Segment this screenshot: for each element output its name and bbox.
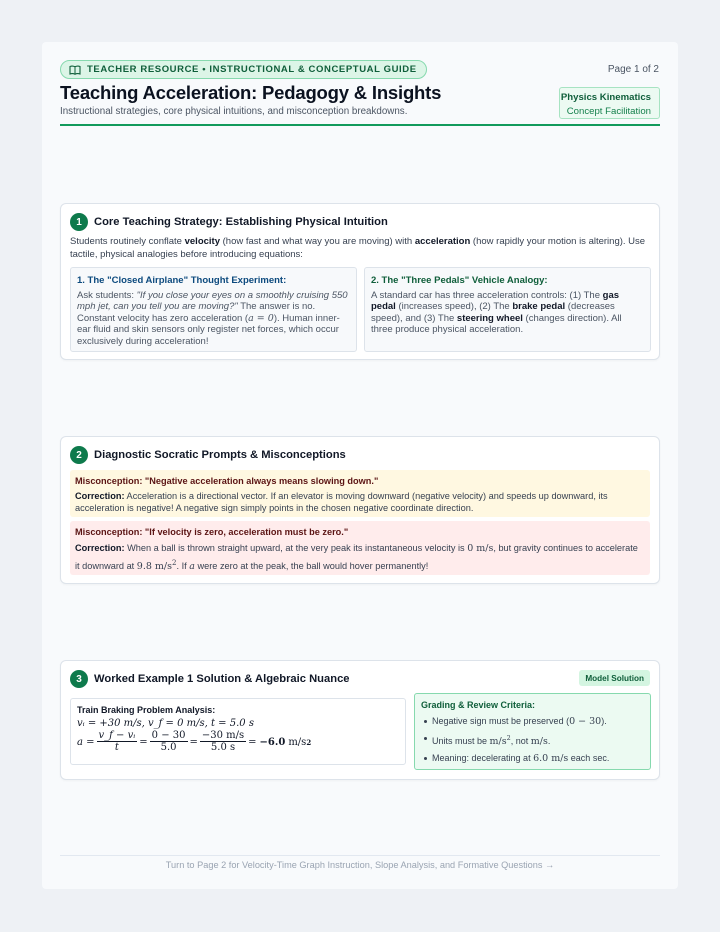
problem-analysis-box — [70, 698, 406, 765]
section-number-badge: 3 — [70, 670, 88, 688]
box-text: ). Human inner-ear fluid and skin sensors only register net forces, which occur exclusively during acceleration! — [77, 312, 340, 347]
box-heading: 1. The "Closed Airplane" Thought Experiment: — [77, 275, 287, 286]
header-divider — [60, 124, 660, 126]
term-acceleration: acceleration — [414, 236, 471, 247]
misconception-heading: Misconception: "If velocity is zero, acceleration must be zero." — [75, 527, 349, 537]
box-text: Ask students: — [77, 289, 137, 301]
box-text: (increases speed), (2) The — [395, 301, 513, 312]
math-expression: a — [189, 560, 195, 572]
correction-label: Correction: — [75, 542, 125, 553]
term-steering-wheel: steering wheel — [456, 312, 523, 324]
criteria-text: Meaning: decelerating at — [432, 753, 534, 763]
math-expression: 0 m/s — [467, 542, 494, 554]
criteria-text: Negative sign must be preserved ( — [432, 716, 570, 726]
student-question: "If you close your eyes on a smoothly cruising 550 mph jet, can you tell you are moving?" — [77, 289, 348, 312]
correction-label: Correction: — [75, 490, 125, 501]
term-gas-pedal: gas pedal — [371, 289, 620, 312]
section-title: Worked Example 1 Solution & Algebraic Nuance — [94, 673, 350, 685]
fraction-numerator: 0 − 30 — [151, 730, 186, 741]
box-text: The answer is no. Constant velocity has zero acceleration ( — [77, 301, 316, 324]
intro-text: (how fast and what way you are moving) with — [220, 236, 415, 247]
term-velocity: velocity — [184, 236, 220, 247]
math-expression: 9.8 m/s — [136, 560, 173, 572]
intro-text: Students routinely conflate — [70, 236, 185, 247]
equals-sign: = — [189, 736, 198, 748]
section-number-badge: 1 — [70, 213, 88, 231]
math-exponent: 2 — [172, 558, 177, 567]
footer-divider — [60, 855, 660, 856]
section-header — [70, 213, 388, 231]
fraction-numerator: −30 m/s — [201, 730, 245, 741]
section-header — [70, 670, 350, 688]
page-sheet — [42, 42, 678, 889]
fraction-denominator: t — [114, 742, 119, 753]
next-page-note: Turn to Page 2 for Velocity-Time Graph Instruction, Slope Analysis, and Formative Questions → — [165, 860, 555, 870]
section-title: Core Teaching Strategy: Establishing Physical Intuition — [94, 216, 388, 228]
section-core-strategy — [60, 203, 660, 360]
misconception-card — [70, 470, 650, 517]
math-expression: m/s — [489, 736, 507, 747]
resource-pill — [60, 60, 427, 79]
section-intro — [70, 235, 650, 261]
topic-tag-subtitle: Concept Facilitation — [566, 106, 651, 117]
section-misconceptions — [60, 436, 660, 584]
misconception-heading: Misconception: "Negative acceleration always means slowing down." — [75, 476, 379, 486]
criteria-item — [421, 732, 644, 748]
model-solution-badge: Model Solution — [579, 670, 650, 686]
page-subtitle: Instructional strategies, core physical intuitions, and misconception breakdowns. — [60, 106, 408, 117]
box-heading: 2. The "Three Pedals" Vehicle Analogy: — [371, 275, 548, 286]
fraction-denominator: 5.0 — [160, 742, 177, 753]
correction-body: , but gravity continues to accelerate it downward at — [75, 542, 638, 571]
box-text: (changes direction). All three produce physical acceleration. — [371, 312, 622, 335]
fraction — [150, 730, 188, 754]
equation-lhs: a = — [77, 736, 95, 748]
criteria-item — [421, 715, 644, 728]
box-body — [371, 290, 644, 336]
box-text: (decreases speed), and (3) The — [371, 301, 615, 324]
result-exponent: 2 — [306, 737, 312, 747]
criteria-text: , not — [510, 736, 531, 746]
problem-heading: Train Braking Problem Analysis: — [77, 705, 216, 715]
equals-sign: = — [248, 736, 257, 748]
section-header — [70, 446, 346, 464]
topic-tag — [559, 87, 660, 119]
grading-criteria-box — [414, 693, 651, 770]
page-title: Teaching Acceleration: Pedagogy & Insights — [60, 82, 442, 103]
result-value: −6.0 — [259, 736, 286, 748]
criteria-text: Units must be — [432, 736, 490, 746]
equals-sign: = — [139, 736, 148, 748]
correction-body: . If — [176, 560, 190, 571]
fraction — [97, 730, 138, 754]
criteria-text: ). — [601, 716, 607, 726]
math-expression: 0 − 30 — [569, 716, 602, 727]
math-expression: m/s — [530, 736, 548, 747]
fraction — [200, 730, 246, 754]
section-title: Diagnostic Socratic Prompts & Misconceptions — [94, 449, 346, 461]
book-icon — [69, 65, 81, 75]
math-expression: 6.0 m/s — [533, 753, 569, 764]
pill-label: TEACHER RESOURCE • INSTRUCTIONAL & CONCEPTUAL GUIDE — [87, 64, 417, 75]
math-exponent: 2 — [506, 734, 511, 742]
misconception-card — [70, 521, 650, 575]
box-body — [77, 290, 350, 348]
given-values: vᵢ = +30 m/s, v_f = 0 m/s, t = 5.0 s — [77, 718, 254, 729]
grading-heading: Grading & Review Criteria: — [421, 700, 536, 710]
airplane-experiment-box — [70, 267, 357, 352]
section-number-badge: 2 — [70, 446, 88, 464]
three-pedals-box — [364, 267, 651, 352]
criteria-text: each sec. — [568, 753, 610, 763]
correction-body: When a ball is thrown straight upward, at the very peak its instantaneous velocity is — [124, 542, 468, 553]
correction-body: were zero at the peak, the ball would hover permanently! — [194, 560, 429, 571]
section-worked-example — [60, 660, 660, 780]
box-text: A standard car has three acceleration controls: (1) The — [371, 289, 603, 301]
intro-text: (how rapidly your motion is altering). Use tactile, physical analogies before introducing equations: — [70, 236, 646, 260]
page-number: Page 1 of 2 — [607, 64, 659, 75]
criteria-text: . — [547, 736, 551, 746]
topic-tag-title: Physics Kinematics — [560, 92, 651, 103]
correction-body: Acceleration is a directional vector. If an elevator is moving downward (negative velocity) and speeds up downward, its acceleration is negative! A negative sign simply points in the chosen negative coordinate direction. — [75, 490, 608, 513]
math-expression: a = 0 — [248, 312, 274, 324]
correction-text — [75, 490, 645, 515]
criteria-item — [421, 752, 644, 765]
term-brake-pedal: brake pedal — [512, 301, 566, 312]
fraction-denominator: 5.0 s — [210, 742, 236, 753]
result-unit: m/s — [288, 736, 307, 748]
correction-text — [75, 541, 645, 574]
criteria-list — [421, 715, 644, 765]
acceleration-equation — [77, 730, 399, 754]
fraction-numerator: v_f − vᵢ — [98, 730, 136, 741]
